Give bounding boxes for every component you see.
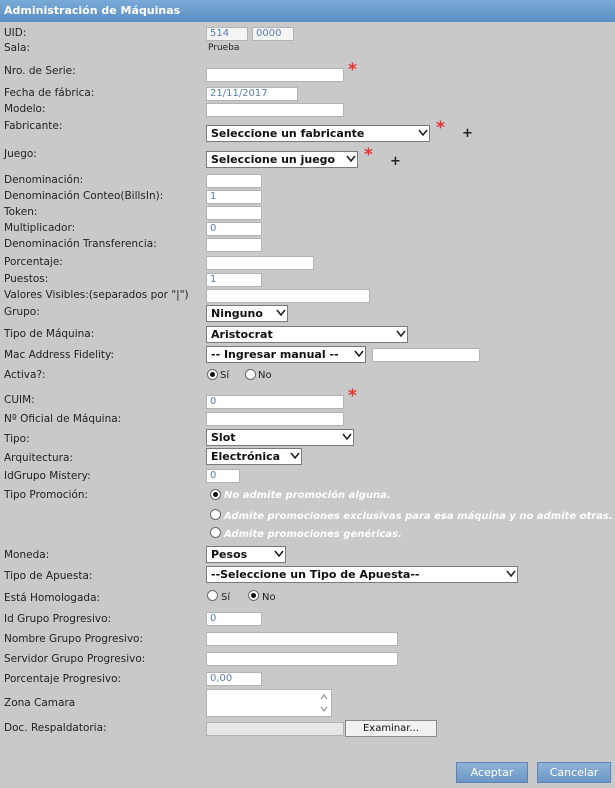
homologada-label: Está Homologada: <box>4 592 101 604</box>
chevron-down-icon <box>276 309 284 317</box>
denominacion-transferencia-label: Denominación Transferencia: <box>4 238 157 250</box>
denominacion-input[interactable] <box>206 174 262 188</box>
servidor-grupo-progresivo-label: Servidor Grupo Progresivo: <box>4 653 146 665</box>
fecha-fabrica-label: Fecha de fábrica: <box>4 87 95 99</box>
token-input[interactable] <box>206 206 262 220</box>
activa-si-label: Sí <box>220 370 230 381</box>
tipo-maquina-selected: Aristocrat <box>211 328 273 341</box>
tipo-promocion-label: Tipo Promoción: <box>4 489 89 501</box>
moneda-selected: Pesos <box>211 548 248 561</box>
porcentaje-label: Porcentaje: <box>4 256 63 268</box>
juego-select[interactable] <box>206 151 358 168</box>
id-grupo-progresivo-label: Id Grupo Progresivo: <box>4 613 112 625</box>
homologada-no-label: No <box>262 592 276 603</box>
tipo-maquina-label: Tipo de Máquina: <box>4 328 95 340</box>
arquitectura-selected: Electrónica <box>211 450 281 463</box>
tipo-apuesta-selected: --Seleccione un Tipo de Apuesta-- <box>211 568 420 581</box>
tipo-apuesta-label: Tipo de Apuesta: <box>4 570 93 582</box>
nombre-grupo-progresivo-label: Nombre Grupo Progresivo: <box>4 633 144 645</box>
mac-address-label: Mac Address Fidelity: <box>4 349 115 361</box>
chevron-down-icon <box>396 330 404 338</box>
zona-camara-textarea[interactable] <box>206 689 332 717</box>
nro-oficial-input[interactable] <box>206 412 344 426</box>
denominacion-label: Denominación: <box>4 174 84 186</box>
grupo-label: Grupo: <box>4 306 40 318</box>
puestos-input[interactable]: 1 <box>206 273 262 287</box>
chevron-down-icon <box>354 350 362 358</box>
fabricante-select[interactable] <box>206 125 430 142</box>
activa-no-radio[interactable] <box>245 369 256 380</box>
mac-address-select[interactable] <box>206 346 366 363</box>
mac-address-selected: -- Ingresar manual -- <box>211 348 339 361</box>
examinar-button[interactable]: Examinar... <box>345 720 437 737</box>
chevron-down-icon <box>290 452 298 460</box>
valores-visibles-label: Valores Visibles:(separados por "|") <box>4 289 189 301</box>
fabricante-selected: Seleccione un fabricante <box>211 127 365 140</box>
porcentaje-progresivo-label: Porcentaje Progresivo: <box>4 673 122 685</box>
grupo-selected: Ninguno <box>211 307 263 320</box>
fecha-fabrica-input[interactable]: 21/11/2017 <box>206 87 298 101</box>
multiplicador-input[interactable]: 0 <box>206 222 262 236</box>
sala-label: Sala: <box>4 42 30 54</box>
juego-selected: Seleccione un juego <box>211 153 336 166</box>
denominacion-conteo-input[interactable]: 1 <box>206 190 262 204</box>
promocion-option-1-radio[interactable] <box>210 489 221 500</box>
add-juego-icon[interactable]: + <box>390 154 401 169</box>
id-grupo-mistery-label: IdGrupo Mistery: <box>4 470 91 482</box>
activa-si-radio[interactable] <box>207 369 218 380</box>
moneda-label: Moneda: <box>4 549 50 561</box>
denominacion-conteo-label: Denominación Conteo(BillsIn): <box>4 190 164 202</box>
nro-serie-input[interactable] <box>206 68 344 82</box>
promocion-option-3-radio[interactable] <box>210 527 221 538</box>
arquitectura-select[interactable] <box>206 448 302 465</box>
multiplicador-label: Multiplicador: <box>4 222 76 234</box>
grupo-select[interactable] <box>206 305 288 322</box>
tipo-apuesta-select[interactable] <box>206 566 518 583</box>
homologada-si-radio[interactable] <box>207 590 218 601</box>
fabricante-label: Fabricante: <box>4 120 63 132</box>
cuim-input[interactable]: 0 <box>206 395 344 409</box>
chevron-down-icon <box>506 570 514 578</box>
nro-serie-label: Nro. de Serie: <box>4 65 76 77</box>
moneda-select[interactable] <box>206 546 286 563</box>
servidor-grupo-progresivo-input[interactable] <box>206 652 398 666</box>
modelo-input[interactable] <box>206 103 344 117</box>
promocion-option-1-label: No admite promoción alguna. <box>224 490 391 501</box>
sala-value: Prueba <box>208 43 240 53</box>
denominacion-transferencia-input[interactable] <box>206 238 262 252</box>
activa-label: Activa?: <box>4 369 46 381</box>
cuim-label: CUIM: <box>4 394 35 406</box>
tipo-label: Tipo: <box>4 433 30 445</box>
arquitectura-label: Arquitectura: <box>4 452 73 464</box>
nombre-grupo-progresivo-input[interactable] <box>206 632 398 646</box>
modelo-label: Modelo: <box>4 103 46 115</box>
doc-respaldatoria-file-path[interactable] <box>206 722 344 736</box>
promocion-option-2-radio[interactable] <box>210 509 221 520</box>
uid-input-2[interactable]: 0000 <box>252 27 294 41</box>
id-grupo-mistery-input[interactable]: 0 <box>206 469 240 483</box>
uid-input-1[interactable]: 514 <box>206 27 248 41</box>
doc-respaldatoria-label: Doc. Respaldatoria: <box>4 722 107 734</box>
nro-serie-required-icon: * <box>348 60 357 80</box>
spinner-arrows-icon[interactable] <box>319 692 329 714</box>
window-title: Administración de Máquinas <box>0 0 615 22</box>
puestos-label: Puestos: <box>4 273 49 285</box>
tipo-selected: Slot <box>211 431 236 444</box>
promocion-option-3-label: Admite promociones genéricas. <box>224 529 402 540</box>
porcentaje-input[interactable] <box>206 256 314 270</box>
juego-required-icon: * <box>364 145 373 165</box>
tipo-maquina-select[interactable] <box>206 326 408 343</box>
homologada-si-label: Sí <box>221 592 231 603</box>
fabricante-required-icon: * <box>436 118 445 138</box>
cancel-button[interactable]: Cancelar <box>537 762 611 783</box>
valores-visibles-input[interactable] <box>206 289 370 303</box>
chevron-down-icon <box>342 433 350 441</box>
juego-label: Juego: <box>4 148 37 160</box>
nro-oficial-label: Nº Oficial de Máquina: <box>4 413 122 425</box>
homologada-no-radio[interactable] <box>248 590 259 601</box>
id-grupo-progresivo-input[interactable]: 0 <box>206 612 262 626</box>
chevron-down-icon <box>274 550 282 558</box>
uid-label: UID: <box>4 27 27 39</box>
activa-no-label: No <box>258 370 272 381</box>
mac-address-input[interactable] <box>372 348 480 362</box>
token-label: Token: <box>4 206 38 218</box>
chevron-down-icon <box>346 155 354 163</box>
porcentaje-progresivo-input[interactable]: 0,00 <box>206 672 262 686</box>
accept-button[interactable]: Aceptar <box>456 762 528 783</box>
chevron-down-icon <box>418 129 426 137</box>
cuim-required-icon: * <box>348 386 357 406</box>
zona-camara-label: Zona Camara <box>4 697 76 709</box>
promocion-option-2-label: Admite promociones exclusivas para esa máquina y no admite otras. <box>224 511 613 522</box>
add-fabricante-icon[interactable]: + <box>462 126 473 141</box>
tipo-select[interactable] <box>206 429 354 446</box>
